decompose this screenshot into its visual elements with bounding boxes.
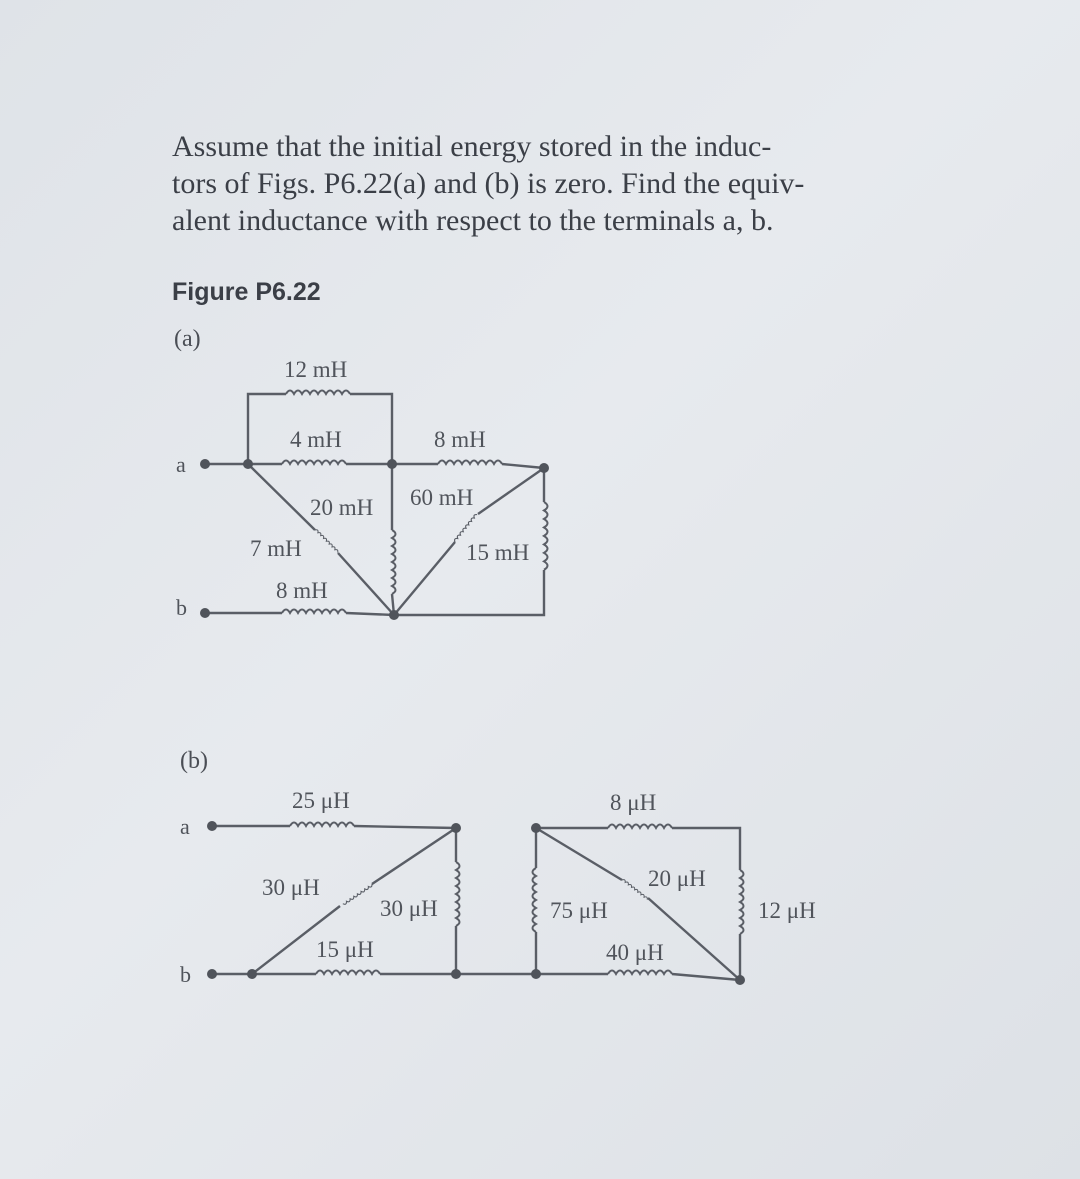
wire [338,553,394,615]
inductor-label: 30 μH [262,875,320,900]
wire [672,828,740,870]
inductor-label: 8 μH [610,790,657,815]
problem-line: tors of Figs. P6.22(a) and (b) is zero. Find the equiv- [172,167,805,200]
problem-line: alent inductance with respect to the terminals a, b. [172,204,774,237]
terminal-b-label: b [180,962,191,987]
inductor-12mh [286,391,350,395]
inductor-label: 75 μH [550,898,608,923]
inductor-label: 15 μH [316,937,374,962]
inductor-20mh [392,530,396,594]
inductor-4mh [282,461,346,465]
wire [350,394,392,464]
inductor-25uh [290,823,354,827]
wire [248,464,315,530]
inductor-label: 20 μH [648,866,706,891]
wire [672,974,740,980]
inductor-label: 60 mH [410,485,474,510]
wire [394,542,455,615]
inductor-label: 7 mH [250,536,302,561]
node [243,459,253,469]
inductor-label: 8 mH [276,578,328,603]
inductor-label: 20 mH [310,495,374,520]
terminal-a-label: a [180,814,190,839]
inductor-20uh [622,879,648,900]
terminal-b-label: b [176,595,187,620]
inductor-75uh [533,868,537,932]
node [247,969,257,979]
inductor-label: 8 mH [434,427,486,452]
inductor-label: 30 μH [380,896,438,921]
node [451,823,461,833]
inductor-15uh [316,971,380,975]
node [451,969,461,979]
inductor-60mh [454,513,478,542]
inductor-30uh-diagonal [343,884,373,905]
node [735,975,745,985]
node [539,463,549,473]
circuit-a [176,357,549,620]
wire [248,394,286,464]
wire [536,828,622,880]
wire [372,828,456,884]
inductor-label: 40 μH [606,940,664,965]
terminal-b-node [207,969,217,979]
figure-title: Figure P6.22 [172,278,321,306]
inductor-7mh [315,529,339,553]
inductor-label: 4 mH [290,427,342,452]
inductor-8mh-top [438,461,502,465]
wire [354,826,456,828]
terminal-a-label: a [176,452,186,477]
node [389,610,399,620]
node [531,823,541,833]
inductor-12uh [740,870,744,934]
wire [502,464,544,468]
inductor-label: 25 μH [292,788,350,813]
terminal-a-node [200,459,210,469]
wire [648,898,740,980]
inductor-label: 12 μH [758,898,816,923]
wire [346,570,544,615]
node [531,969,541,979]
node [387,459,397,469]
inductor-label: 15 mH [466,540,530,565]
subfigure-a-label: (a) [174,326,201,352]
terminal-b-node [200,608,210,618]
inductor-label: 12 mH [284,357,348,382]
subfigure-b-label: (b) [180,748,208,774]
inductor-8mh-bottom [282,610,346,614]
inductor-30uh-vertical [456,862,460,926]
inductor-40uh [608,971,672,975]
inductor-15mh [544,502,548,570]
circuit-b [180,788,816,987]
wire [478,468,544,514]
inductor-8uh [608,825,672,829]
terminal-a-node [207,821,217,831]
problem-line: Assume that the initial energy stored in the induc- [172,130,772,163]
